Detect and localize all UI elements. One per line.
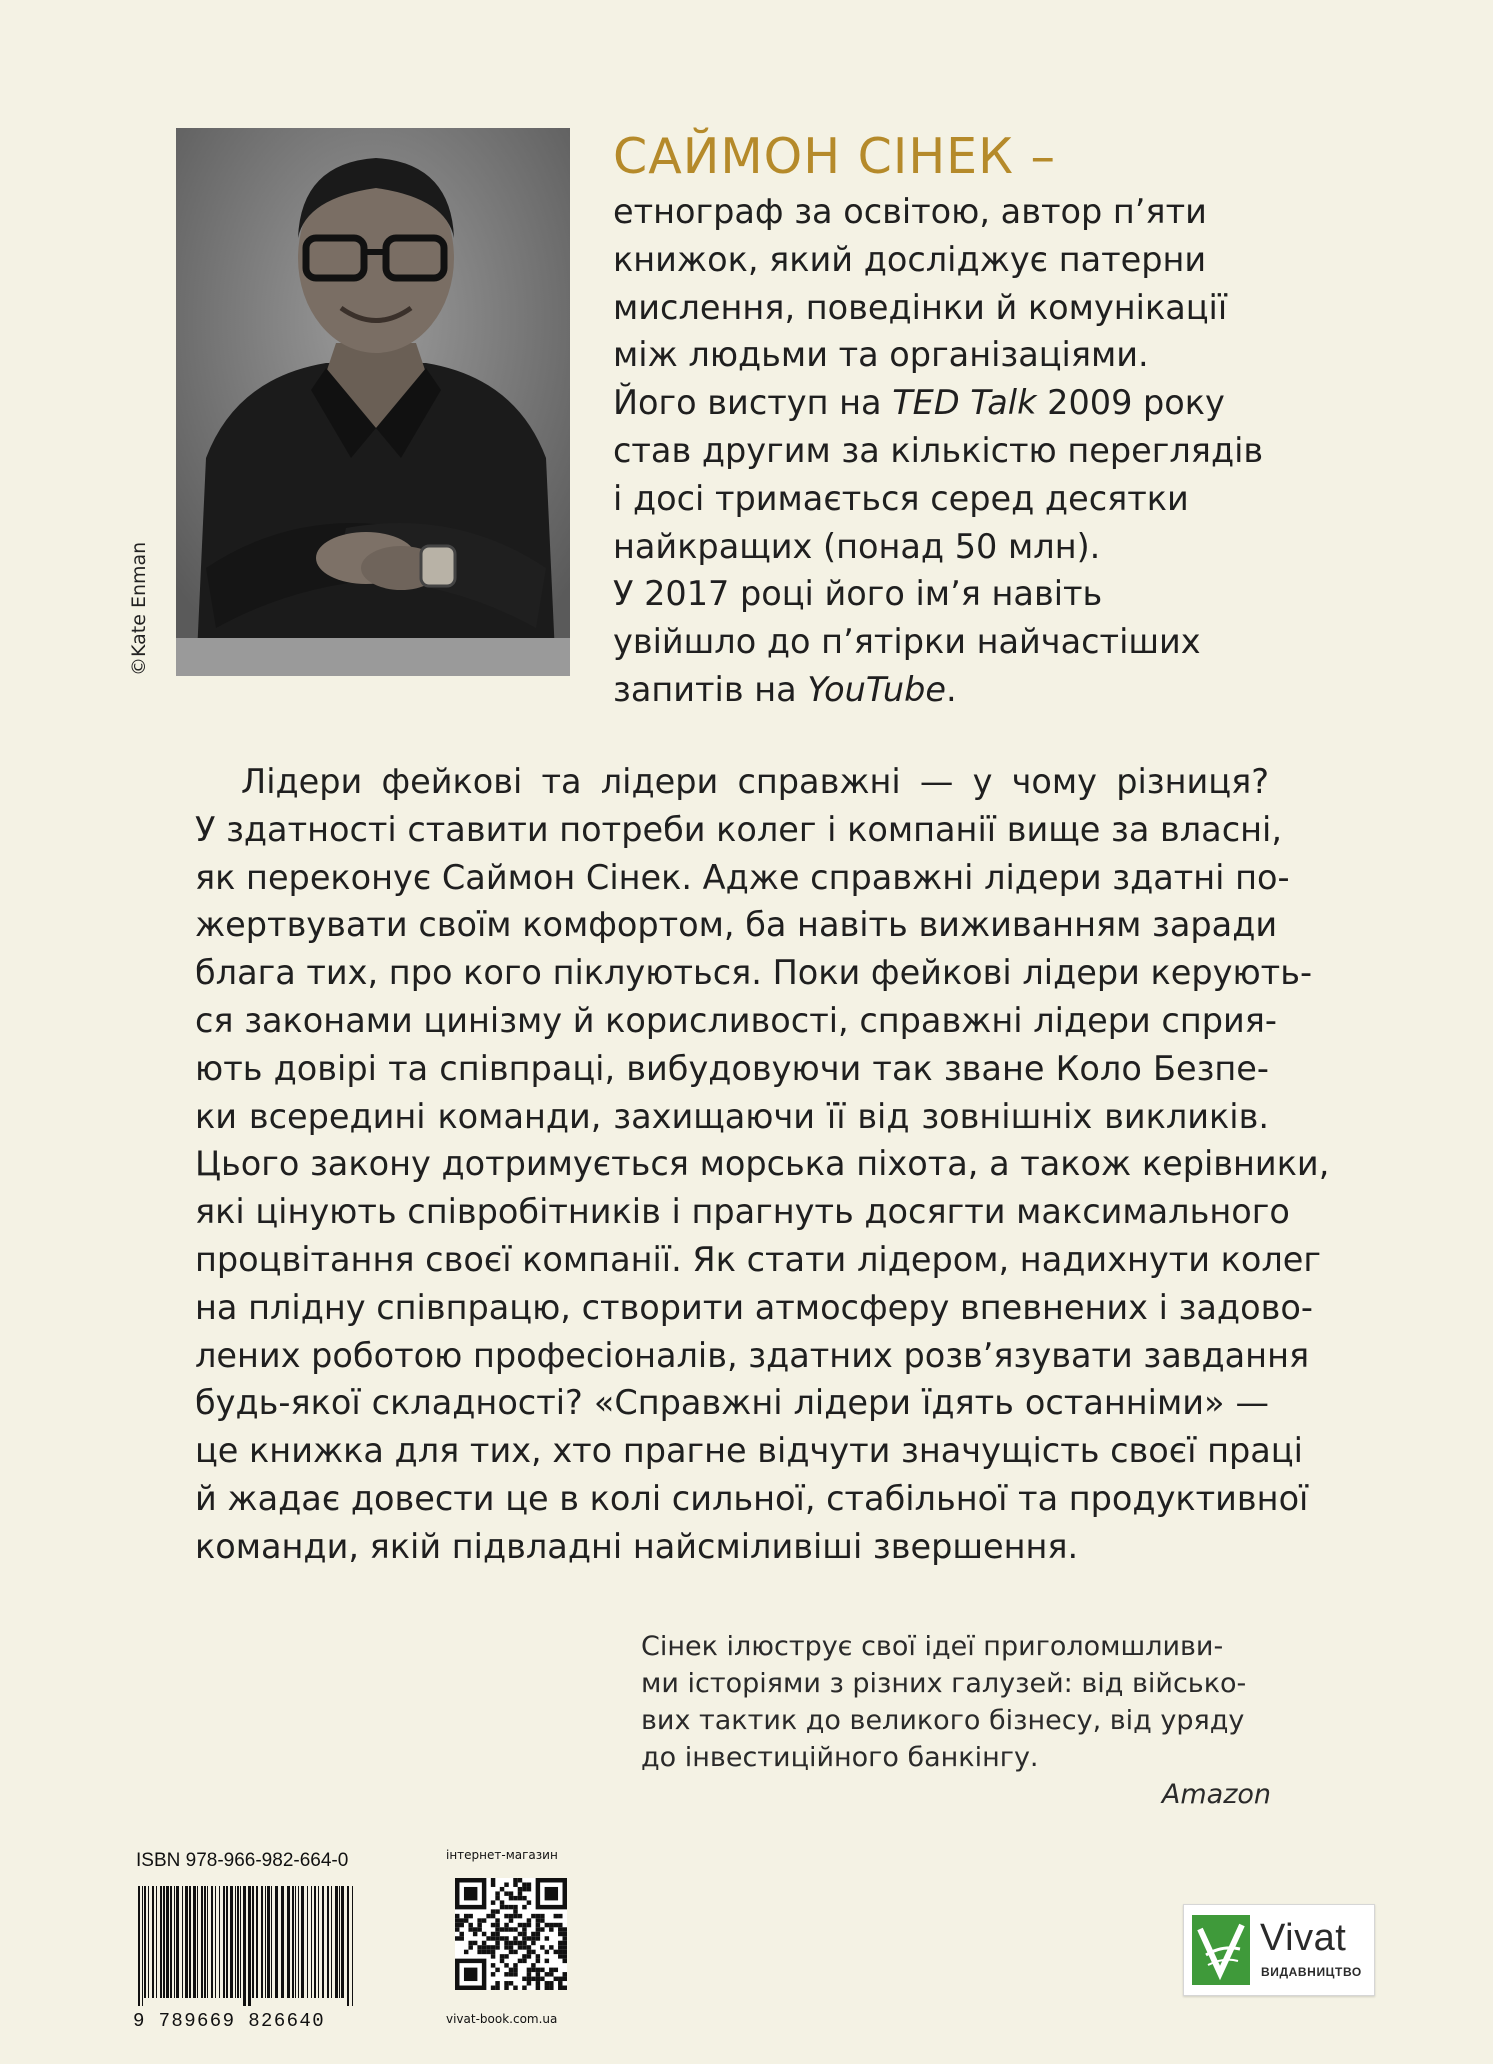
publisher-name: Vivat: [1260, 1917, 1347, 1959]
qr-label: інтернет-магазин: [446, 1848, 558, 1862]
description-line: як переконує Саймон Сінек. Адже справжні лідери здатні по-: [195, 857, 1290, 897]
author-name-heading: САЙМОН СІНЕК –: [613, 128, 1056, 185]
isbn-label: ISBN 978-966-982-664-0: [136, 1850, 349, 1871]
bio-line: Його виступ на TED Talk 2009 року: [613, 383, 1225, 423]
quote-line: Сінек ілюструє свої ідеї приголомшливи-: [641, 1631, 1224, 1662]
description-line: лених роботою професіоналів, здатних розв’язувати завдання: [195, 1335, 1310, 1375]
description-line: блага тих, про кого піклуються. Поки фейкові лідери керують-: [195, 953, 1313, 993]
description-line: будь-якої складності? «Справжні лідери їдять останніми» —: [195, 1383, 1269, 1423]
shop-url[interactable]: vivat-book.com.ua: [446, 2012, 558, 2026]
description-line: й жадає довести це в колі сильної, стабільної та продуктивної: [195, 1478, 1309, 1518]
description-line: які цінують співробітників і прагнуть досягти максимального: [195, 1192, 1290, 1232]
publisher-subtitle: ВИДАВНИЦТВО: [1261, 1965, 1362, 1979]
author-photo: [176, 128, 570, 676]
description-line: ки всередині команди, захищаючи її від зовнішніх викликів.: [195, 1096, 1269, 1136]
bio-line: між людьми та організаціями.: [613, 335, 1149, 375]
description-line: на плідну співпрацю, створити атмосферу впевнених і задово-: [195, 1287, 1313, 1327]
description-line: це книжка для тих, хто прагне відчути значущість своєї праці: [195, 1431, 1303, 1471]
quote-line: ми історіями з різних галузей: від військо-: [641, 1668, 1247, 1699]
vivat-leaf-icon: [1192, 1915, 1250, 1985]
bio-line: найкращих (понад 50 млн).: [613, 526, 1101, 566]
description-line: ють довірі та співпраці, вибудовуючи так зване Коло Безпе-: [195, 1048, 1269, 1088]
quote-source: Amazon: [1161, 1779, 1271, 1810]
bio-line: У 2017 році його ім’я навіть: [613, 574, 1103, 614]
barcode-icon: [138, 1886, 356, 2006]
description-line: ся законами цинізму й корисливості, справжні лідери сприя-: [195, 1000, 1277, 1040]
bio-line: увійшло до п’ятірки найчастіших: [613, 622, 1201, 662]
publisher-logo: [1183, 1904, 1375, 1996]
quote-line: вих тактик до великого бізнесу, від уряду: [641, 1705, 1245, 1736]
bio-line: і досі тримається серед десятки: [613, 478, 1189, 518]
description-line: Цього закону дотримується морська піхота, а також керівники,: [195, 1144, 1330, 1184]
barcode-number: 9 789669 826640: [133, 2010, 326, 2032]
author-bio: [613, 188, 1303, 714]
review-quote: [641, 1628, 1271, 1776]
bio-line: запитів на YouTube.: [613, 669, 957, 709]
description-line: жертвувати своїм комфортом, ба навіть виживанням заради: [195, 905, 1278, 945]
bio-line: мислення, поведінки й комунікації: [613, 287, 1228, 327]
bio-line: етнограф за освітою, автор п’яти: [613, 192, 1207, 231]
description-line: Лідери фейкові та лідери справжні — у чому різниця?: [241, 762, 1269, 801]
quote-line: до інвестиційного банкінгу.: [641, 1742, 1039, 1773]
description-line: У здатності ставити потреби колег і компанії вище за власні,: [195, 809, 1282, 849]
description-line: процвітання своєї компанії. Як стати лідером, надихнути колег: [195, 1239, 1321, 1279]
book-description: [195, 758, 1330, 1571]
description-line: команди, якій підвладні найсміливіші звершення.: [195, 1526, 1079, 1566]
bio-line: книжок, який досліджує патерни: [613, 239, 1207, 279]
author-portrait-illustration: [176, 128, 570, 676]
bio-line: став другим за кількістю переглядів: [613, 430, 1264, 470]
qr-code-icon[interactable]: [455, 1878, 567, 1990]
photo-credit: ©Kate Enman: [128, 541, 150, 676]
